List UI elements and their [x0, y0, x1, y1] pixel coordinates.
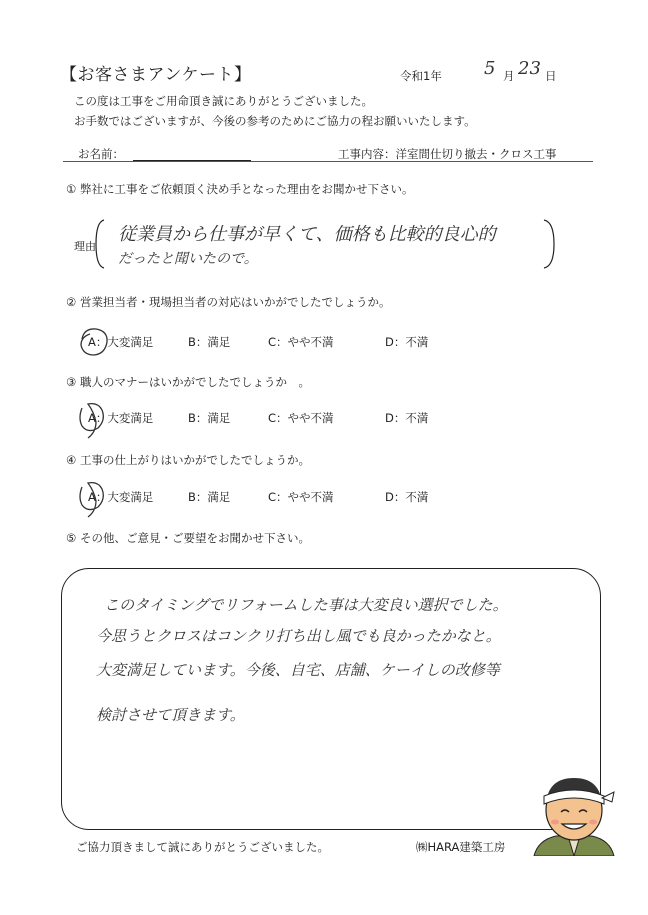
q4-option-a[interactable]: A：大変満足 — [88, 490, 154, 504]
question-1: ① 弊社に工事をご依頼頂く決め手となった理由をお聞かせ下さい。 — [66, 182, 414, 196]
q2-option-b[interactable]: B：満足 — [188, 335, 231, 349]
date-day-label: 日 — [545, 69, 557, 83]
q3-option-a[interactable]: A：大変満足 — [88, 411, 154, 425]
q5-answer-line-4: 検討させて頂きます。 — [96, 706, 245, 724]
q3-option-d[interactable]: D：不満 — [385, 411, 429, 425]
mascot-carpenter-icon — [528, 770, 620, 856]
q3-selection-circle — [74, 398, 110, 442]
date-era: 令和1年 — [400, 69, 442, 83]
intro-line-1: この度は工事をご用命頂き誠にありがとうございました。 — [74, 94, 373, 108]
q3-option-c[interactable]: C：やや不満 — [268, 411, 334, 425]
reason-label: 理由 — [74, 240, 96, 253]
q1-answer-line-2: だったと聞いたので。 — [118, 251, 258, 267]
q5-answer-line-1: このタイミングでリフォームした事は大変良い選択でした。 — [104, 596, 508, 614]
q5-answer-line-3: 大変満足しています。今後、自宅、店舗、ケーイしの改修等 — [96, 661, 500, 679]
company-name: ㈱HARA建築工房 — [416, 840, 506, 854]
q4-selection-circle — [74, 477, 110, 521]
work-content: 工事内容：洋室間仕切り撤去・クロス工事 — [338, 147, 557, 161]
q2-selection-circle — [76, 325, 112, 359]
q5-answer-line-2: 今思うとクロスはコンクリ打ち出し風でも良かったかなと。 — [96, 627, 501, 645]
q3-option-b[interactable]: B：満足 — [188, 411, 231, 425]
question-2: ② 営業担当者・現場担当者の対応はいかがでしたでしょうか。 — [66, 295, 391, 309]
date-month-value: 5 — [484, 58, 496, 79]
date-day-value: 23 — [518, 58, 541, 79]
q2-option-d[interactable]: D：不満 — [385, 335, 429, 349]
q4-option-d[interactable]: D：不満 — [385, 490, 429, 504]
q4-option-c[interactable]: C：やや不満 — [268, 490, 334, 504]
date-month-label: 月 — [503, 69, 515, 83]
question-5: ⑤ その他、ご意見・ご要望をお聞かせ下さい。 — [66, 531, 310, 545]
question-4: ④ 工事の仕上がりはいかがでしたでしょうか。 — [66, 453, 310, 467]
q2-option-a[interactable]: A：大変満足 — [88, 335, 154, 349]
question-3: ③ 職人のマナーはいかがでしたでしょうか 。 — [66, 375, 310, 389]
q2-option-c[interactable]: C：やや不満 — [268, 335, 334, 349]
name-label: お名前： — [78, 147, 124, 161]
footer-thanks: ご協力頂きまして誠にありがとうございました。 — [76, 840, 329, 854]
q1-answer-line-1: 従業員から仕事が早くて、価格も比較的良心的 — [118, 224, 496, 245]
survey-title: 【お客さまアンケート】 — [60, 65, 252, 85]
intro-line-2: お手数ではございますが、今後の参考のためにご協力の程お願いいたします。 — [74, 114, 476, 128]
q4-option-b[interactable]: B：満足 — [188, 490, 231, 504]
